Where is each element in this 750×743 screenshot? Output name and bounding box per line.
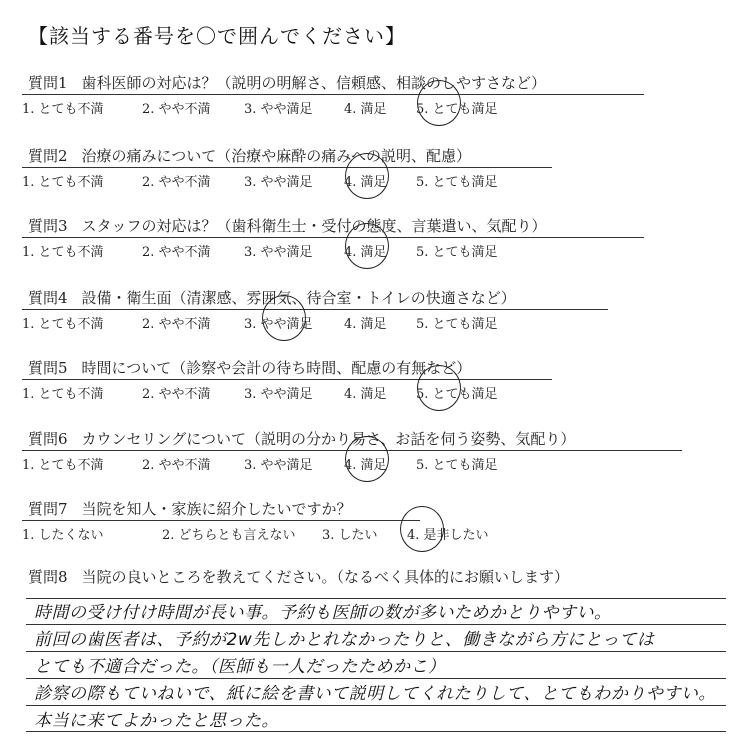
question-underline <box>22 520 420 521</box>
option-2[interactable]: 2. やや不満 <box>142 458 211 473</box>
option-3[interactable]: 3. やや満足 <box>244 387 313 402</box>
option-2[interactable]: 2. やや不満 <box>142 317 211 332</box>
option-5[interactable]: 5. とても満足 <box>416 458 498 473</box>
answer-circle-mark <box>262 295 306 341</box>
option-5[interactable]: 5. とても満足 <box>416 317 498 332</box>
handwritten-answer-line: 前回の歯医者は、予約が2w先しかとれなかったりと、働きながら方にとっては <box>34 630 655 650</box>
answer-circle-mark <box>345 436 389 482</box>
question-text: 設備・衛生面（清潔感、雰囲気、待合室・トイレの快適さなど） <box>81 289 516 307</box>
option-3[interactable]: 3. やや満足 <box>244 175 313 190</box>
question-text: 当院の良いところを教えてください。（なるべく具体的にお願いします） <box>81 568 570 586</box>
option-4[interactable]: 4. 満足 <box>344 102 387 117</box>
answer-circle-mark <box>345 153 389 199</box>
question-number: 質問4 <box>28 289 68 307</box>
question-underline <box>22 379 552 380</box>
option-5[interactable]: 5. とても満足 <box>416 387 498 402</box>
option-4[interactable]: 4. 満足 <box>344 317 387 332</box>
option-3[interactable]: 3. やや満足 <box>244 245 313 260</box>
answer-circle-mark <box>400 506 444 552</box>
option-1[interactable]: 1. とても不満 <box>22 175 104 190</box>
option-1[interactable]: 1. したくない <box>22 528 104 543</box>
option-5[interactable]: 5. とても満足 <box>416 245 498 260</box>
option-3[interactable]: 3. やや満足 <box>244 458 313 473</box>
question-number: 質問8 <box>28 568 68 586</box>
handwritten-answer-line: 診察の際もていねいで、紙に絵を書いて説明してくれたりして、とてもわかりやすい。 <box>34 684 716 704</box>
question-5-title <box>28 357 471 378</box>
question-8-title <box>28 566 569 587</box>
option-2[interactable]: 2. やや不満 <box>142 102 211 117</box>
handwritten-answer-line: 時間の受け付け時間が長い事。予約も医師の数が多いためかとりやすい。 <box>34 603 612 623</box>
option-2[interactable]: 2. どちらとも言えない <box>162 528 296 543</box>
question-underline <box>22 94 644 95</box>
option-1[interactable]: 1. とても不満 <box>22 317 104 332</box>
option-3[interactable]: 3. やや満足 <box>244 317 313 332</box>
option-4[interactable]: 4. 満足 <box>344 387 387 402</box>
question-underline <box>22 167 552 168</box>
question-text: 歯科医師の対応は？（説明の明解さ、信頼感、相談のしやすさなど） <box>81 74 546 92</box>
answer-circle-mark <box>417 365 461 411</box>
question-underline <box>22 309 608 310</box>
option-2[interactable]: 2. やや不満 <box>142 175 211 190</box>
question-text: 当院を知人・家族に紹介したいですか？ <box>81 500 352 518</box>
question-number: 質問1 <box>28 74 68 92</box>
page-title: 【該当する番号を〇で囲んでください】 <box>28 24 406 48</box>
question-3-title <box>28 215 547 236</box>
handwritten-answer-line: とても不適合だった。（医師も一人だったためかこ） <box>34 657 446 677</box>
question-1-title <box>28 72 546 93</box>
answer-circle-mark <box>345 223 389 269</box>
option-4[interactable]: 4. 満足 <box>344 458 387 473</box>
option-4[interactable]: 4. 是非したい <box>407 528 489 543</box>
question-number: 質問7 <box>28 500 68 518</box>
option-5[interactable]: 5. とても満足 <box>416 175 498 190</box>
question-text: 治療の痛みについて（治療や麻酔の痛みへの説明、配慮） <box>81 147 471 165</box>
question-number: 質問3 <box>28 217 68 235</box>
option-1[interactable]: 1. とても不満 <box>22 102 104 117</box>
question-number: 質問6 <box>28 430 68 448</box>
question-text: 時間について（診察や会計の待ち時間、配慮の有無など） <box>81 359 472 377</box>
option-3[interactable]: 3. したい <box>322 528 378 543</box>
handwritten-answer-line: 本当に来てよかったと思った。 <box>34 711 279 731</box>
option-2[interactable]: 2. やや不満 <box>142 387 211 402</box>
option-1[interactable]: 1. とても不満 <box>22 458 104 473</box>
question-underline <box>22 237 644 238</box>
option-4[interactable]: 4. 満足 <box>344 245 387 260</box>
question-number: 質問2 <box>28 147 68 165</box>
option-3[interactable]: 3. やや満足 <box>244 102 313 117</box>
option-1[interactable]: 1. とても不満 <box>22 387 104 402</box>
option-4[interactable]: 4. 満足 <box>344 175 387 190</box>
option-1[interactable]: 1. とても不満 <box>22 245 104 260</box>
question-text: カウンセリングについて（説明の分かり易さ、お話を伺う姿勢、気配り） <box>81 430 576 448</box>
answer-rule <box>26 731 726 732</box>
question-6-title <box>28 428 575 449</box>
question-7-title <box>28 498 352 519</box>
question-text: スタッフの対応は？（歯科衛生士・受付の態度、言葉遣い、気配り） <box>81 217 547 235</box>
answer-circle-mark <box>417 80 461 126</box>
option-2[interactable]: 2. やや不満 <box>142 245 211 260</box>
question-number: 質問5 <box>28 359 68 377</box>
question-2-title <box>28 145 471 166</box>
option-5[interactable]: 5. とても満足 <box>416 102 498 117</box>
